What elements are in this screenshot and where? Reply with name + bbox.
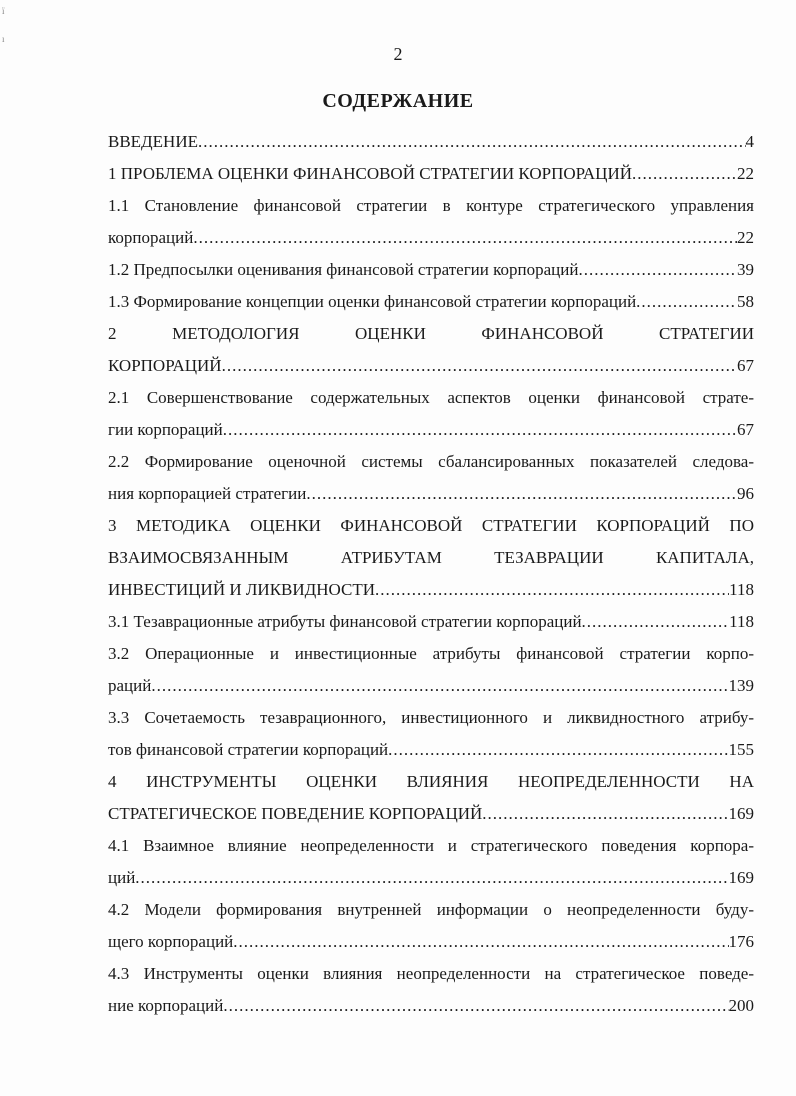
table-of-contents	[108, 126, 754, 1022]
toc-entry[interactable]	[108, 126, 754, 158]
toc-page-number: 4	[745, 132, 754, 151]
toc-entry-line: 1.1 Становление финансовой стратегии в контуре стратегического управления	[108, 196, 754, 215]
toc-entry[interactable]	[108, 702, 754, 766]
toc-entry-last-line	[108, 350, 754, 382]
toc-entry-title: щего корпораций	[108, 932, 234, 951]
toc-page-number: 200	[728, 996, 754, 1015]
toc-entry-last-line	[108, 478, 754, 510]
toc-entry[interactable]	[108, 830, 754, 894]
dot-leader	[375, 574, 729, 606]
toc-entry-title: тов финансовой стратегии корпораций	[108, 740, 389, 759]
dot-leader	[582, 606, 730, 638]
toc-entry-line: 4.3 Инструменты оценки влияния неопределенности на стратегическое поведе-	[108, 964, 754, 983]
toc-entry-title: КОРПОРАЦИЙ	[108, 356, 222, 375]
toc-entry-title: СТРАТЕГИЧЕСКОЕ ПОВЕДЕНИЕ КОРПОРАЦИЙ	[108, 804, 483, 823]
toc-entry[interactable]	[108, 894, 754, 958]
toc-page-number: 96	[737, 484, 754, 503]
toc-entry-line: 3.3 Сочетаемость тезаврационного, инвестиционного и ликвидностного атрибу-	[108, 708, 754, 727]
toc-entry[interactable]	[108, 446, 754, 510]
dot-leader	[306, 478, 737, 510]
toc-entry-title: ций	[108, 868, 136, 887]
toc-page-number: 118	[729, 580, 754, 599]
toc-entry-last-line	[108, 574, 754, 606]
dot-leader	[482, 798, 728, 830]
toc-page-number: 39	[737, 260, 754, 279]
toc-entry-line: 3.2 Операционные и инвестиционные атрибуты финансовой стратегии корпо-	[108, 644, 754, 663]
toc-entry[interactable]	[108, 510, 754, 606]
toc-entry[interactable]	[108, 190, 754, 254]
toc-entry-line: 4.1 Взаимное влияние неопределенности и стратегического поведения корпора-	[108, 836, 754, 855]
toc-page-number: 22	[737, 164, 754, 183]
page-number: 2	[393, 44, 403, 64]
toc-entry[interactable]	[108, 158, 754, 190]
toc-entry[interactable]	[108, 286, 754, 318]
dot-leader	[222, 350, 737, 382]
toc-page-number: 58	[737, 292, 754, 311]
toc-entry-title: 1.3 Формирование концепции оценки финансовой стратегии корпораций	[108, 292, 637, 311]
toc-entry-last-line	[108, 734, 754, 766]
toc-entry-line: ВЗАИМОСВЯЗАННЫМ АТРИБУТАМ ТЕЗАВРАЦИИ КАПИТАЛА,	[108, 548, 754, 567]
toc-entry-line: 3 МЕТОДИКА ОЦЕНКИ ФИНАНСОВОЙ СТРАТЕГИИ КОРПОРАЦИЙ ПО	[108, 516, 754, 535]
toc-entry-line: 2.2 Формирование оценочной системы сбалансированных показателей следова-	[108, 452, 754, 471]
toc-entry-last-line	[108, 862, 754, 894]
toc-entry[interactable]	[108, 606, 754, 638]
toc-entry-last-line	[108, 254, 754, 286]
toc-entry[interactable]	[108, 382, 754, 446]
toc-entry-last-line	[108, 926, 754, 958]
toc-entry[interactable]	[108, 254, 754, 286]
toc-entry-title: ВВЕДЕНИЕ	[108, 132, 198, 151]
dot-leader	[636, 286, 737, 318]
toc-entry-line: 2 МЕТОДОЛОГИЯ ОЦЕНКИ ФИНАНСОВОЙ СТРАТЕГИИ	[108, 324, 754, 343]
toc-entry-title: 1 ПРОБЛЕМА ОЦЕНКИ ФИНАНСОВОЙ СТРАТЕГИИ КОРПОРАЦИЙ	[108, 164, 633, 183]
dot-leader	[632, 158, 737, 190]
toc-entry-title: гии корпораций	[108, 420, 223, 439]
dot-leader	[223, 990, 728, 1022]
dot-leader	[223, 414, 737, 446]
toc-page-number: 155	[728, 740, 754, 759]
toc-entry-last-line	[108, 606, 754, 638]
scan-edge-mark: ї	[2, 6, 5, 16]
dot-leader	[193, 222, 737, 254]
toc-entry-line: 2.1 Совершенствование содержательных аспектов оценки финансовой страте-	[108, 388, 754, 407]
toc-entry-title: 3.1 Тезаврационные атрибуты финансовой стратегии корпораций	[108, 612, 582, 631]
dot-leader	[151, 670, 728, 702]
dot-leader	[233, 926, 728, 958]
toc-entry[interactable]	[108, 958, 754, 1022]
toc-entry-last-line	[108, 670, 754, 702]
toc-page-number: 176	[728, 932, 754, 951]
toc-entry-title: ИНВЕСТИЦИЙ И ЛИКВИДНОСТИ	[108, 580, 376, 599]
toc-page-number: 118	[729, 612, 754, 631]
toc-entry-last-line	[108, 798, 754, 830]
toc-entry[interactable]	[108, 638, 754, 702]
toc-entry-title: 1.2 Предпосылки оценивания финансовой стратегии корпораций	[108, 260, 579, 279]
dot-leader	[388, 734, 728, 766]
dot-leader	[578, 254, 737, 286]
toc-entry-title: ние корпораций	[108, 996, 224, 1015]
page-title: СОДЕРЖАНИЕ	[322, 90, 474, 112]
toc-entry-line: 4 ИНСТРУМЕНТЫ ОЦЕНКИ ВЛИЯНИЯ НЕОПРЕДЕЛЕННОСТИ НА	[108, 772, 754, 791]
toc-entry-line: 4.2 Модели формирования внутренней информации о неопределенности буду-	[108, 900, 754, 919]
toc-entry[interactable]	[108, 766, 754, 830]
toc-entry[interactable]	[108, 318, 754, 382]
toc-entry-title: корпораций	[108, 228, 194, 247]
toc-page-number: 139	[728, 676, 754, 695]
dot-leader	[135, 862, 728, 894]
toc-entry-last-line	[108, 414, 754, 446]
scan-edge-mark: ı	[2, 34, 5, 44]
dot-leader	[198, 126, 746, 158]
toc-page-number: 169	[728, 804, 754, 823]
toc-entry-last-line	[108, 126, 754, 158]
toc-entry-last-line	[108, 286, 754, 318]
toc-page-number: 67	[737, 420, 754, 439]
toc-entry-title: ния корпорацией стратегии	[108, 484, 307, 503]
toc-entry-title: раций	[108, 676, 152, 695]
toc-entry-last-line	[108, 158, 754, 190]
toc-entry-last-line	[108, 990, 754, 1022]
toc-page-number: 22	[737, 228, 754, 247]
toc-page-number: 67	[737, 356, 754, 375]
toc-entry-last-line	[108, 222, 754, 254]
toc-page-number: 169	[728, 868, 754, 887]
